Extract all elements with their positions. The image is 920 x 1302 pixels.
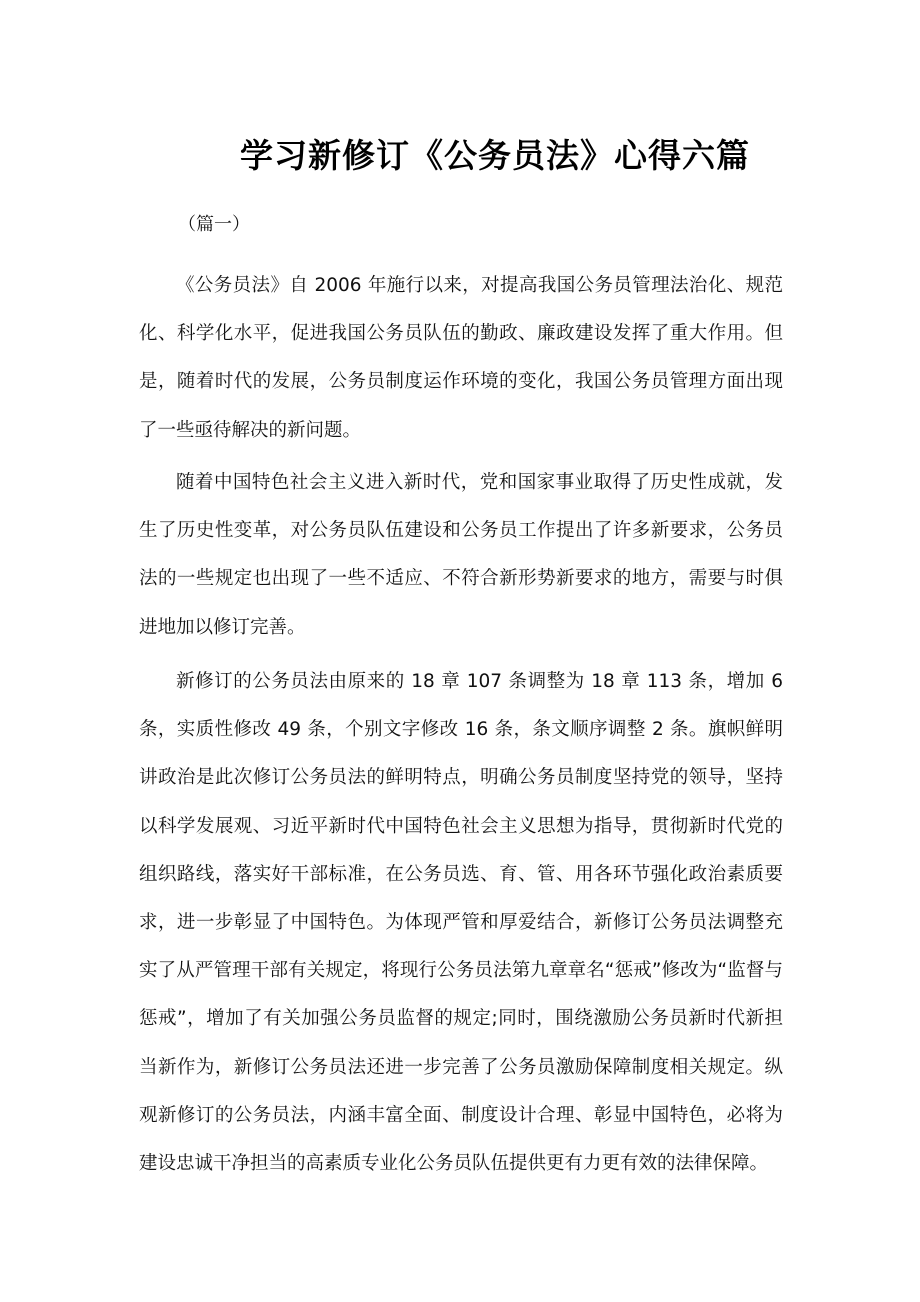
body-paragraph-2: 随着中国特色社会主义进入新时代，党和国家事业取得了历史性成就，发生了历史性变革，对公务员队伍建设和公务员工作提出了许多新要求，公务员法的一些规定也出现了一些不适应、不符合新形势新要求的地方，需要与时俱进地加以修订完善。 bbox=[139, 472, 783, 638]
document-title: 学习新修订《公务员法》心得六篇 bbox=[240, 136, 750, 175]
body-paragraph-3: 新修订的公务员法由原来的 18 章 107 条调整为 18 章 113 条，增加 6 条，实质性修改 49 条，个别文字修改 16 条，条文顺序调整 2 条。旗帜鲜明讲政治是此次修订公务员法的鲜明特点，明确公务员制度坚持党的领导，坚持以科学发展观、习近平新时代中国特色社会主义思想为指导，贯彻新时代党的组织路线，落实好干部标准，在公务员选、育、管、用各环节强化政治素质要求，进一步彰显了中国特色。为体现严管和厚爱结合，新修订公务员法调整充实了从严管理干部有关规定，将现行公务员法第九章章名“惩戒”修改为“监督与惩戒”，增加了有关加强公务员监督的规定;同时，围绕激励公务员新时代新担当新作为，新修订公务员法还进一步完善了公务员激励保障制度相关规定。纵观新修订的公务员法，内涵丰富全面、制度设计合理、彰显中国特色，必将为建设忠诚干净担当的高素质专业化公务员队伍提供更有力更有效的法律保障。 bbox=[139, 671, 783, 1175]
section-label: （篇一） bbox=[178, 214, 250, 235]
body-paragraph-1: 《公务员法》自 2006 年施行以来，对提高我国公务员管理法治化、规范化、科学化水平，促进我国公务员队伍的勤政、廉政建设发挥了重大作用。但是，随着时代的发展，公务员制度运作环境的变化，我国公务员管理方面出现了一些亟待解决的新问题。 bbox=[139, 275, 783, 441]
